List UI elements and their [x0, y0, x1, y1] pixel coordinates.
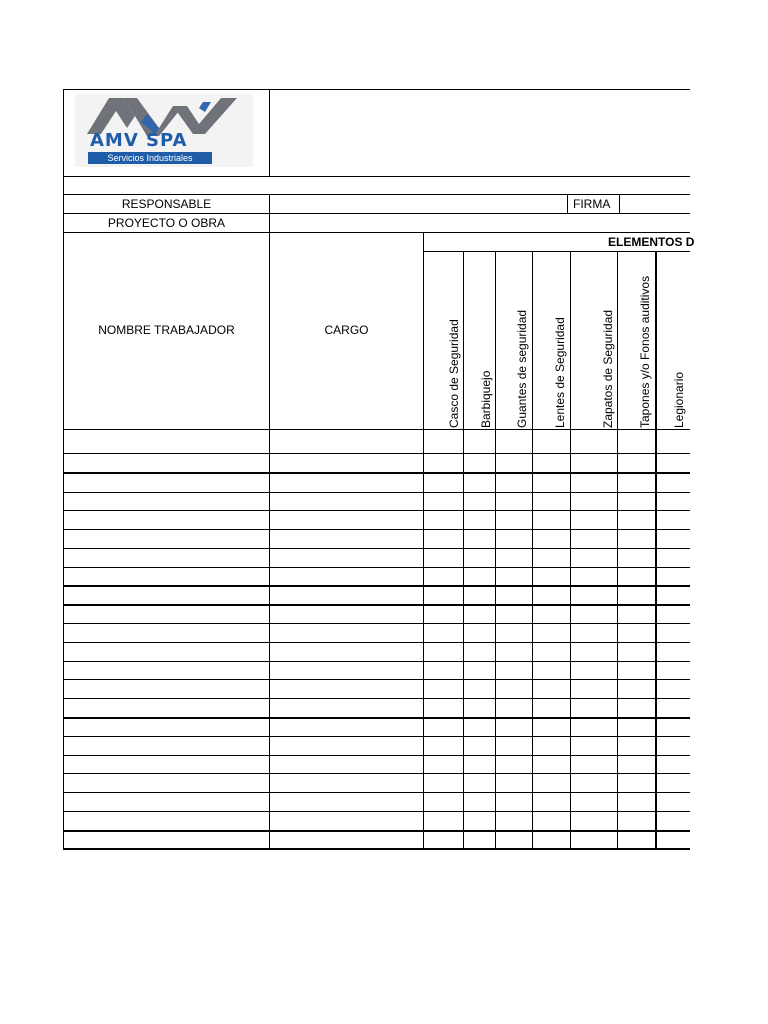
- cell-guantes[interactable]: [496, 530, 532, 548]
- cell-tapones[interactable]: [618, 680, 655, 698]
- cell-tapones[interactable]: [618, 793, 655, 811]
- cell-casco[interactable]: [424, 719, 463, 736]
- cell-nombre[interactable]: [64, 511, 269, 529]
- cell-barbiquejo[interactable]: [464, 474, 495, 492]
- cell-casco[interactable]: [424, 430, 463, 453]
- company-logo: [75, 94, 253, 167]
- cell-casco[interactable]: [424, 699, 463, 718]
- cell-legionario[interactable]: [657, 511, 690, 529]
- cell-tapones[interactable]: [618, 493, 655, 510]
- cell-legionario[interactable]: [657, 774, 690, 792]
- cell-zapatos[interactable]: [571, 430, 617, 453]
- cell-cargo[interactable]: [270, 812, 423, 831]
- cell-guantes[interactable]: [496, 699, 532, 718]
- cell-lentes[interactable]: [533, 454, 570, 473]
- cell-guantes[interactable]: [496, 774, 532, 792]
- cell-nombre[interactable]: [64, 699, 269, 718]
- epp-col-barbiquejo: Barbiquejo: [479, 370, 493, 428]
- cell-cargo[interactable]: [270, 430, 423, 453]
- cell-barbiquejo[interactable]: [464, 587, 495, 605]
- cell-nombre[interactable]: [64, 568, 269, 586]
- cell-guantes[interactable]: [496, 662, 532, 679]
- cell-nombre[interactable]: [64, 719, 269, 736]
- cell-legionario[interactable]: [657, 568, 690, 586]
- cell-lentes[interactable]: [533, 719, 570, 736]
- cell-tapones[interactable]: [618, 474, 655, 492]
- cell-lentes[interactable]: [533, 587, 570, 605]
- cell-zapatos[interactable]: [571, 680, 617, 698]
- cell-nombre[interactable]: [64, 549, 269, 567]
- cell-legionario[interactable]: [657, 756, 690, 773]
- cell-lentes[interactable]: [533, 474, 570, 492]
- cell-guantes[interactable]: [496, 680, 532, 698]
- cell-cargo[interactable]: [270, 756, 423, 773]
- epp-col-guantes: Guantes de seguridad: [515, 309, 529, 428]
- cell-barbiquejo[interactable]: [464, 737, 495, 755]
- cell-cargo[interactable]: [270, 719, 423, 736]
- cell-cargo[interactable]: [270, 549, 423, 567]
- cell-casco[interactable]: [424, 530, 463, 548]
- cell-barbiquejo[interactable]: [464, 454, 495, 473]
- cell-guantes[interactable]: [496, 568, 532, 586]
- cell-legionario[interactable]: [657, 606, 690, 623]
- cell-lentes[interactable]: [533, 793, 570, 811]
- cell-guantes[interactable]: [496, 737, 532, 755]
- cell-cargo[interactable]: [270, 493, 423, 510]
- cell-guantes[interactable]: [496, 493, 532, 510]
- cell-nombre[interactable]: [64, 474, 269, 492]
- cell-guantes[interactable]: [496, 606, 532, 623]
- header-cargo: CARGO: [324, 323, 369, 337]
- cell-cargo[interactable]: [270, 568, 423, 586]
- proyecto-input-cell[interactable]: [270, 215, 690, 232]
- cell-zapatos[interactable]: [571, 511, 617, 529]
- cell-nombre[interactable]: [64, 624, 269, 642]
- cell-tapones[interactable]: [618, 530, 655, 548]
- cell-barbiquejo[interactable]: [464, 793, 495, 811]
- cell-nombre[interactable]: [64, 737, 269, 755]
- cell-tapones[interactable]: [618, 454, 655, 473]
- cell-lentes[interactable]: [533, 511, 570, 529]
- cell-nombre[interactable]: [64, 430, 269, 453]
- cell-nombre[interactable]: [64, 680, 269, 698]
- cell-cargo[interactable]: [270, 643, 423, 661]
- cell-nombre[interactable]: [64, 493, 269, 510]
- cell-cargo[interactable]: [270, 737, 423, 755]
- cell-casco[interactable]: [424, 511, 463, 529]
- cell-casco[interactable]: [424, 587, 463, 605]
- cell-casco[interactable]: [424, 624, 463, 642]
- cell-legionario[interactable]: [657, 699, 690, 718]
- cell-guantes[interactable]: [496, 587, 532, 605]
- cell-zapatos[interactable]: [571, 606, 617, 623]
- cell-legionario[interactable]: [657, 430, 690, 453]
- cell-tapones[interactable]: [618, 774, 655, 792]
- cell-casco[interactable]: [424, 493, 463, 510]
- cell-zapatos[interactable]: [571, 549, 617, 567]
- cell-lentes[interactable]: [533, 812, 570, 831]
- cell-tapones[interactable]: [618, 662, 655, 679]
- cell-cargo[interactable]: [270, 699, 423, 718]
- cell-tapones[interactable]: [618, 430, 655, 453]
- cell-zapatos[interactable]: [571, 530, 617, 548]
- cell-zapatos[interactable]: [571, 662, 617, 679]
- cell-nombre[interactable]: [64, 812, 269, 831]
- header-nombre-trabajador: NOMBRE TRABAJADOR: [98, 323, 235, 337]
- cell-casco[interactable]: [424, 812, 463, 831]
- cell-casco[interactable]: [424, 474, 463, 492]
- cell-guantes[interactable]: [496, 511, 532, 529]
- cell-barbiquejo[interactable]: [464, 680, 495, 698]
- cell-barbiquejo[interactable]: [464, 774, 495, 792]
- cell-tapones[interactable]: [618, 511, 655, 529]
- cell-cargo[interactable]: [270, 511, 423, 529]
- cell-casco[interactable]: [424, 774, 463, 792]
- cell-casco[interactable]: [424, 606, 463, 623]
- cell-guantes[interactable]: [496, 719, 532, 736]
- cell-legionario[interactable]: [657, 662, 690, 679]
- cell-guantes[interactable]: [496, 643, 532, 661]
- cell-cargo[interactable]: [270, 454, 423, 473]
- cell-nombre[interactable]: [64, 793, 269, 811]
- header-elementos-group: ELEMENTOS D: [608, 235, 695, 249]
- cell-guantes[interactable]: [496, 549, 532, 567]
- cell-barbiquejo[interactable]: [464, 756, 495, 773]
- cell-legionario[interactable]: [657, 793, 690, 811]
- cell-cargo[interactable]: [270, 530, 423, 548]
- cell-barbiquejo[interactable]: [464, 643, 495, 661]
- firma-input-cell[interactable]: [620, 196, 690, 213]
- cell-nombre[interactable]: [64, 774, 269, 792]
- cell-tapones[interactable]: [618, 737, 655, 755]
- cell-barbiquejo[interactable]: [464, 530, 495, 548]
- cell-legionario[interactable]: [657, 624, 690, 642]
- cell-cargo[interactable]: [270, 793, 423, 811]
- cell-zapatos[interactable]: [571, 474, 617, 492]
- cell-casco[interactable]: [424, 793, 463, 811]
- cell-legionario[interactable]: [657, 454, 690, 473]
- cell-tapones[interactable]: [618, 587, 655, 605]
- cell-zapatos[interactable]: [571, 719, 617, 736]
- cell-tapones[interactable]: [618, 568, 655, 586]
- cell-cargo[interactable]: [270, 624, 423, 642]
- cell-casco[interactable]: [424, 549, 463, 567]
- cell-nombre[interactable]: [64, 606, 269, 623]
- cell-lentes[interactable]: [533, 737, 570, 755]
- cell-guantes[interactable]: [496, 756, 532, 773]
- cell-zapatos[interactable]: [571, 493, 617, 510]
- logo-brand-text: AMV SPA: [90, 130, 188, 151]
- epp-col-zapatos: Zapatos de Seguridad: [601, 309, 615, 428]
- cell-zapatos[interactable]: [571, 793, 617, 811]
- cell-legionario[interactable]: [657, 530, 690, 548]
- cell-zapatos[interactable]: [571, 812, 617, 831]
- cell-guantes[interactable]: [496, 793, 532, 811]
- cell-cargo[interactable]: [270, 774, 423, 792]
- cell-lentes[interactable]: [533, 662, 570, 679]
- cell-legionario[interactable]: [657, 680, 690, 698]
- cell-tapones[interactable]: [618, 812, 655, 831]
- cell-barbiquejo[interactable]: [464, 624, 495, 642]
- cell-nombre[interactable]: [64, 454, 269, 473]
- firma-label: FIRMA: [573, 197, 611, 211]
- cell-barbiquejo[interactable]: [464, 812, 495, 831]
- proyecto-label: PROYECTO O OBRA: [107, 216, 226, 230]
- cell-lentes[interactable]: [533, 699, 570, 718]
- cell-legionario[interactable]: [657, 737, 690, 755]
- cell-cargo[interactable]: [270, 680, 423, 698]
- cell-guantes[interactable]: [496, 624, 532, 642]
- cell-zapatos[interactable]: [571, 774, 617, 792]
- cell-nombre[interactable]: [64, 587, 269, 605]
- cell-lentes[interactable]: [533, 774, 570, 792]
- cell-tapones[interactable]: [618, 643, 655, 661]
- logo-subtitle: Servicios Industriales: [88, 152, 212, 164]
- cell-tapones[interactable]: [618, 606, 655, 623]
- cell-lentes[interactable]: [533, 568, 570, 586]
- cell-nombre[interactable]: [64, 662, 269, 679]
- cell-nombre[interactable]: [64, 643, 269, 661]
- cell-cargo[interactable]: [270, 474, 423, 492]
- cell-guantes[interactable]: [496, 430, 532, 453]
- cell-legionario[interactable]: [657, 474, 690, 492]
- cell-legionario[interactable]: [657, 493, 690, 510]
- cell-guantes[interactable]: [496, 454, 532, 473]
- cell-lentes[interactable]: [533, 624, 570, 642]
- cell-lentes[interactable]: [533, 680, 570, 698]
- cell-zapatos[interactable]: [571, 643, 617, 661]
- cell-casco[interactable]: [424, 568, 463, 586]
- cell-barbiquejo[interactable]: [464, 549, 495, 567]
- cell-legionario[interactable]: [657, 643, 690, 661]
- cell-lentes[interactable]: [533, 549, 570, 567]
- cell-tapones[interactable]: [618, 624, 655, 642]
- epp-col-legionario: Legionario: [672, 371, 686, 428]
- cell-barbiquejo[interactable]: [464, 430, 495, 453]
- cell-legionario[interactable]: [657, 549, 690, 567]
- cell-lentes[interactable]: [533, 643, 570, 661]
- cell-zapatos[interactable]: [571, 568, 617, 586]
- cell-zapatos[interactable]: [571, 587, 617, 605]
- cell-tapones[interactable]: [618, 756, 655, 773]
- cell-barbiquejo[interactable]: [464, 662, 495, 679]
- cell-casco[interactable]: [424, 737, 463, 755]
- cell-legionario[interactable]: [657, 719, 690, 736]
- cell-legionario[interactable]: [657, 587, 690, 605]
- cell-casco[interactable]: [424, 643, 463, 661]
- cell-lentes[interactable]: [533, 530, 570, 548]
- cell-tapones[interactable]: [618, 699, 655, 718]
- cell-lentes[interactable]: [533, 606, 570, 623]
- cell-legionario[interactable]: [657, 812, 690, 831]
- cell-casco[interactable]: [424, 454, 463, 473]
- cell-zapatos[interactable]: [571, 737, 617, 755]
- cell-barbiquejo[interactable]: [464, 568, 495, 586]
- cell-cargo[interactable]: [270, 606, 423, 623]
- cell-cargo[interactable]: [270, 587, 423, 605]
- cell-casco[interactable]: [424, 680, 463, 698]
- cell-zapatos[interactable]: [571, 756, 617, 773]
- epp-col-lentes: Lentes de Seguridad: [553, 317, 567, 428]
- epp-col-tapones: Tapones y/o Fonos auditivos: [638, 275, 652, 428]
- cell-casco[interactable]: [424, 662, 463, 679]
- responsable-input-cell[interactable]: [270, 196, 567, 213]
- cell-guantes[interactable]: [496, 474, 532, 492]
- cell-guantes[interactable]: [496, 812, 532, 831]
- cell-barbiquejo[interactable]: [464, 606, 495, 623]
- cell-barbiquejo[interactable]: [464, 719, 495, 736]
- epp-col-casco: Casco de Seguridad: [447, 319, 461, 428]
- cell-cargo[interactable]: [270, 662, 423, 679]
- cell-lentes[interactable]: [533, 493, 570, 510]
- cell-lentes[interactable]: [533, 756, 570, 773]
- cell-barbiquejo[interactable]: [464, 511, 495, 529]
- cell-zapatos[interactable]: [571, 699, 617, 718]
- cell-lentes[interactable]: [533, 430, 570, 453]
- cell-casco[interactable]: [424, 756, 463, 773]
- responsable-label: RESPONSABLE: [121, 197, 212, 211]
- cell-nombre[interactable]: [64, 756, 269, 773]
- cell-barbiquejo[interactable]: [464, 699, 495, 718]
- cell-barbiquejo[interactable]: [464, 493, 495, 510]
- cell-tapones[interactable]: [618, 549, 655, 567]
- cell-zapatos[interactable]: [571, 624, 617, 642]
- cell-zapatos[interactable]: [571, 454, 617, 473]
- cell-nombre[interactable]: [64, 530, 269, 548]
- cell-tapones[interactable]: [618, 719, 655, 736]
